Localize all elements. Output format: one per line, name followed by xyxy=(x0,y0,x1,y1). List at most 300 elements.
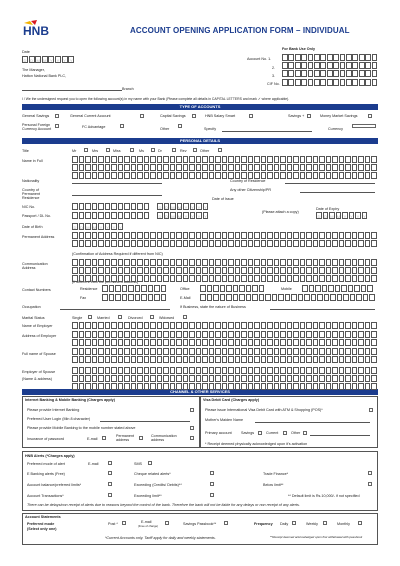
input-cell[interactable] xyxy=(314,79,320,86)
input-cell[interactable] xyxy=(150,383,156,390)
input-cell[interactable] xyxy=(144,356,150,363)
input-cell[interactable] xyxy=(68,56,74,63)
input-cell[interactable] xyxy=(345,240,351,247)
input-cell[interactable] xyxy=(340,79,346,86)
input-cell[interactable] xyxy=(177,203,183,210)
input-cell[interactable] xyxy=(261,164,267,171)
input-cell[interactable] xyxy=(183,240,189,247)
general-savings-checkbox[interactable] xyxy=(55,114,59,118)
ib-provide-checkbox[interactable] xyxy=(190,408,194,412)
input-cell[interactable] xyxy=(170,356,176,363)
input-cell[interactable] xyxy=(228,259,234,266)
input-cell[interactable] xyxy=(79,367,85,374)
input-cell[interactable] xyxy=(144,164,150,171)
input-cell[interactable] xyxy=(274,232,280,239)
input-cell[interactable] xyxy=(300,267,306,274)
input-cell[interactable] xyxy=(163,232,169,239)
input-cell[interactable] xyxy=(261,331,267,338)
input-cell[interactable] xyxy=(118,164,124,171)
input-cell[interactable] xyxy=(332,322,338,329)
input-cell[interactable] xyxy=(209,172,215,179)
input-cell[interactable] xyxy=(248,259,254,266)
input-cell[interactable] xyxy=(228,172,234,179)
input-cell[interactable] xyxy=(352,70,358,77)
input-cell[interactable] xyxy=(98,348,104,355)
input-cell[interactable] xyxy=(137,172,143,179)
input-cell[interactable] xyxy=(280,339,286,346)
input-cell[interactable] xyxy=(124,259,130,266)
input-cell[interactable] xyxy=(124,356,130,363)
input-cell[interactable] xyxy=(267,339,273,346)
input-cell[interactable] xyxy=(105,367,111,374)
input-cell[interactable] xyxy=(358,267,364,274)
input-cell[interactable] xyxy=(254,339,260,346)
input-cell[interactable] xyxy=(163,331,169,338)
input-cell[interactable] xyxy=(202,164,208,171)
input-cell[interactable] xyxy=(345,172,351,179)
input-cell[interactable] xyxy=(124,212,130,219)
input-cell[interactable] xyxy=(235,375,241,382)
input-cell[interactable] xyxy=(131,156,137,163)
input-cell[interactable] xyxy=(85,203,91,210)
input-cell[interactable] xyxy=(352,339,358,346)
input-cell[interactable] xyxy=(248,331,254,338)
input-cell[interactable] xyxy=(124,322,130,329)
input-cell[interactable] xyxy=(326,240,332,247)
input-cell[interactable] xyxy=(358,375,364,382)
input-cell[interactable] xyxy=(189,331,195,338)
input-cell[interactable] xyxy=(98,383,104,390)
input-cell[interactable] xyxy=(163,348,169,355)
input-cell[interactable] xyxy=(118,383,124,390)
input-cell[interactable] xyxy=(144,331,150,338)
ib-perm-address-checkbox[interactable] xyxy=(139,436,143,440)
input-cell[interactable] xyxy=(92,275,98,282)
input-cell[interactable] xyxy=(280,156,286,163)
input-cell[interactable] xyxy=(315,285,321,292)
input-cell[interactable] xyxy=(254,232,260,239)
input-cell[interactable] xyxy=(183,203,189,210)
input-cell[interactable] xyxy=(267,164,273,171)
input-cell[interactable] xyxy=(222,259,228,266)
input-cell[interactable] xyxy=(196,156,202,163)
input-cell[interactable] xyxy=(300,375,306,382)
input-cell[interactable] xyxy=(215,375,221,382)
input-cell[interactable] xyxy=(358,367,364,374)
input-cell[interactable] xyxy=(280,322,286,329)
input-cell[interactable] xyxy=(79,203,85,210)
input-cell[interactable] xyxy=(154,285,160,292)
input-cell[interactable] xyxy=(352,383,358,390)
input-cell[interactable] xyxy=(150,339,156,346)
input-cell[interactable] xyxy=(124,367,130,374)
input-cell[interactable] xyxy=(345,356,351,363)
input-cell[interactable] xyxy=(79,275,85,282)
input-cell[interactable] xyxy=(92,375,98,382)
input-cell[interactable] xyxy=(293,375,299,382)
input-cell[interactable] xyxy=(326,156,332,163)
input-cell[interactable] xyxy=(293,367,299,374)
cheque-alerts-checkbox[interactable] xyxy=(210,471,214,475)
input-cell[interactable] xyxy=(196,267,202,274)
current-checkbox[interactable] xyxy=(283,431,287,435)
input-cell[interactable] xyxy=(267,331,273,338)
input-cell[interactable] xyxy=(176,267,182,274)
input-cell[interactable] xyxy=(301,54,307,61)
input-cell[interactable] xyxy=(235,267,241,274)
input-cell[interactable] xyxy=(190,212,196,219)
input-cell[interactable] xyxy=(287,367,293,374)
frequency-monthly-checkbox[interactable] xyxy=(358,521,362,525)
pfca-checkbox[interactable] xyxy=(55,124,59,128)
marital-checkbox-single[interactable] xyxy=(88,315,92,319)
input-cell[interactable] xyxy=(189,348,195,355)
input-cell[interactable] xyxy=(228,348,234,355)
input-cell[interactable] xyxy=(164,212,170,219)
input-cell[interactable] xyxy=(209,164,215,171)
input-cell[interactable] xyxy=(228,164,234,171)
input-cell[interactable] xyxy=(267,240,273,247)
input-cell[interactable] xyxy=(92,203,98,210)
input-cell[interactable] xyxy=(339,232,345,239)
input-cell[interactable] xyxy=(92,232,98,239)
input-cell[interactable] xyxy=(111,367,117,374)
input-cell[interactable] xyxy=(280,348,286,355)
input-cell[interactable] xyxy=(111,356,117,363)
input-cell[interactable] xyxy=(189,232,195,239)
input-cell[interactable] xyxy=(157,322,163,329)
input-cell[interactable] xyxy=(261,267,267,274)
input-cell[interactable] xyxy=(371,367,377,374)
input-cell[interactable] xyxy=(144,339,150,346)
input-cell[interactable] xyxy=(261,383,267,390)
input-cell[interactable] xyxy=(163,275,169,282)
input-cell[interactable] xyxy=(85,275,91,282)
input-cell[interactable] xyxy=(213,294,219,301)
input-cell[interactable] xyxy=(319,232,325,239)
input-cell[interactable] xyxy=(189,339,195,346)
input-cell[interactable] xyxy=(92,240,98,247)
input-cell[interactable] xyxy=(72,331,78,338)
input-cell[interactable] xyxy=(29,56,35,63)
input-cell[interactable] xyxy=(144,259,150,266)
input-cell[interactable] xyxy=(157,240,163,247)
input-cell[interactable] xyxy=(72,240,78,247)
input-cell[interactable] xyxy=(85,212,91,219)
input-cell[interactable] xyxy=(137,212,143,219)
input-cell[interactable] xyxy=(352,356,358,363)
input-cell[interactable] xyxy=(183,356,189,363)
input-cell[interactable] xyxy=(183,259,189,266)
input-cell[interactable] xyxy=(176,240,182,247)
input-cell[interactable] xyxy=(137,240,143,247)
input-cell[interactable] xyxy=(92,331,98,338)
below-limit-checkbox[interactable] xyxy=(368,482,372,486)
input-cell[interactable] xyxy=(323,212,329,219)
input-cell[interactable] xyxy=(300,275,306,282)
input-cell[interactable] xyxy=(124,172,130,179)
input-cell[interactable] xyxy=(150,164,156,171)
input-cell[interactable] xyxy=(306,331,312,338)
input-cell[interactable] xyxy=(355,212,361,219)
input-cell[interactable] xyxy=(79,356,85,363)
input-cell[interactable] xyxy=(313,156,319,163)
input-cell[interactable] xyxy=(220,294,226,301)
input-cell[interactable] xyxy=(235,383,241,390)
input-cell[interactable] xyxy=(72,348,78,355)
input-cell[interactable] xyxy=(300,164,306,171)
input-cell[interactable] xyxy=(239,285,245,292)
title-checkbox-ms[interactable] xyxy=(151,148,155,152)
input-cell[interactable] xyxy=(287,164,293,171)
input-cell[interactable] xyxy=(246,285,252,292)
currency-field[interactable] xyxy=(352,124,376,128)
input-cell[interactable] xyxy=(326,339,332,346)
input-cell[interactable] xyxy=(343,294,349,301)
input-cell[interactable] xyxy=(176,164,182,171)
input-cell[interactable] xyxy=(124,339,130,346)
input-cell[interactable] xyxy=(183,375,189,382)
input-cell[interactable] xyxy=(111,348,117,355)
input-cell[interactable] xyxy=(298,294,304,301)
input-cell[interactable] xyxy=(352,164,358,171)
input-cell[interactable] xyxy=(170,232,176,239)
input-cell[interactable] xyxy=(137,267,143,274)
input-cell[interactable] xyxy=(118,223,124,230)
input-cell[interactable] xyxy=(203,203,209,210)
input-cell[interactable] xyxy=(313,331,319,338)
input-cell[interactable] xyxy=(98,156,104,163)
input-cell[interactable] xyxy=(170,259,176,266)
input-cell[interactable] xyxy=(124,240,130,247)
input-cell[interactable] xyxy=(274,339,280,346)
input-cell[interactable] xyxy=(313,383,319,390)
input-cell[interactable] xyxy=(98,259,104,266)
input-cell[interactable] xyxy=(176,331,182,338)
input-cell[interactable] xyxy=(274,156,280,163)
input-cell[interactable] xyxy=(118,203,124,210)
input-cell[interactable] xyxy=(235,172,241,179)
input-cell[interactable] xyxy=(170,164,176,171)
input-cell[interactable] xyxy=(352,172,358,179)
balance-limits-checkbox[interactable] xyxy=(108,482,112,486)
input-cell[interactable] xyxy=(209,367,215,374)
input-cell[interactable] xyxy=(163,383,169,390)
input-cell[interactable] xyxy=(235,348,241,355)
input-cell[interactable] xyxy=(122,285,128,292)
input-cell[interactable] xyxy=(118,259,124,266)
capital-savings-checkbox[interactable] xyxy=(192,114,196,118)
ib-comm-address-checkbox[interactable] xyxy=(190,436,194,440)
marital-checkbox-divorced[interactable] xyxy=(150,315,154,319)
input-cell[interactable] xyxy=(105,203,111,210)
input-cell[interactable] xyxy=(215,367,221,374)
input-cell[interactable] xyxy=(228,267,234,274)
input-cell[interactable] xyxy=(131,212,137,219)
input-cell[interactable] xyxy=(280,331,286,338)
input-cell[interactable] xyxy=(98,375,104,382)
input-cell[interactable] xyxy=(72,232,78,239)
input-cell[interactable] xyxy=(241,259,247,266)
input-cell[interactable] xyxy=(176,348,182,355)
input-cell[interactable] xyxy=(115,285,121,292)
input-cell[interactable] xyxy=(92,356,98,363)
input-cell[interactable] xyxy=(150,356,156,363)
input-cell[interactable] xyxy=(105,339,111,346)
input-cell[interactable] xyxy=(339,383,345,390)
input-cell[interactable] xyxy=(163,164,169,171)
input-cell[interactable] xyxy=(111,375,117,382)
input-cell[interactable] xyxy=(241,275,247,282)
input-cell[interactable] xyxy=(306,367,312,374)
input-cell[interactable] xyxy=(118,322,124,329)
input-cell[interactable] xyxy=(254,267,260,274)
input-cell[interactable] xyxy=(176,172,182,179)
input-cell[interactable] xyxy=(265,294,271,301)
input-cell[interactable] xyxy=(176,375,182,382)
input-cell[interactable] xyxy=(254,156,260,163)
input-cell[interactable] xyxy=(213,285,219,292)
input-cell[interactable] xyxy=(215,348,221,355)
input-cell[interactable] xyxy=(361,285,367,292)
input-cell[interactable] xyxy=(215,240,221,247)
input-cell[interactable] xyxy=(365,79,371,86)
input-cell[interactable] xyxy=(72,367,78,374)
input-cell[interactable] xyxy=(235,164,241,171)
input-cell[interactable] xyxy=(339,348,345,355)
input-cell[interactable] xyxy=(345,367,351,374)
input-cell[interactable] xyxy=(306,232,312,239)
input-cell[interactable] xyxy=(170,172,176,179)
input-cell[interactable] xyxy=(235,339,241,346)
input-cell[interactable] xyxy=(326,367,332,374)
input-cell[interactable] xyxy=(267,322,273,329)
input-cell[interactable] xyxy=(79,383,85,390)
input-cell[interactable] xyxy=(287,322,293,329)
input-cell[interactable] xyxy=(332,356,338,363)
input-cell[interactable] xyxy=(111,223,117,230)
input-cell[interactable] xyxy=(274,275,280,282)
input-cell[interactable] xyxy=(72,375,78,382)
input-cell[interactable] xyxy=(306,339,312,346)
input-cell[interactable] xyxy=(300,232,306,239)
input-cell[interactable] xyxy=(326,172,332,179)
input-cell[interactable] xyxy=(98,367,104,374)
input-cell[interactable] xyxy=(209,156,215,163)
input-cell[interactable] xyxy=(124,375,130,382)
input-cell[interactable] xyxy=(358,331,364,338)
input-cell[interactable] xyxy=(72,322,78,329)
input-cell[interactable] xyxy=(105,275,111,282)
input-cell[interactable] xyxy=(371,339,377,346)
input-cell[interactable] xyxy=(202,275,208,282)
input-cell[interactable] xyxy=(215,172,221,179)
input-cell[interactable] xyxy=(267,375,273,382)
input-cell[interactable] xyxy=(365,322,371,329)
input-cell[interactable] xyxy=(261,240,267,247)
input-cell[interactable] xyxy=(79,223,85,230)
input-cell[interactable] xyxy=(163,356,169,363)
input-cell[interactable] xyxy=(131,275,137,282)
input-cell[interactable] xyxy=(346,54,352,61)
input-cell[interactable] xyxy=(163,375,169,382)
input-cell[interactable] xyxy=(207,294,213,301)
input-cell[interactable] xyxy=(306,322,312,329)
input-cell[interactable] xyxy=(282,54,288,61)
input-cell[interactable] xyxy=(300,240,306,247)
input-cell[interactable] xyxy=(226,294,232,301)
input-cell[interactable] xyxy=(98,212,104,219)
input-cell[interactable] xyxy=(246,294,252,301)
input-cell[interactable] xyxy=(202,267,208,274)
input-cell[interactable] xyxy=(248,356,254,363)
input-cell[interactable] xyxy=(163,156,169,163)
input-cell[interactable] xyxy=(170,383,176,390)
input-cell[interactable] xyxy=(157,331,163,338)
input-cell[interactable] xyxy=(111,164,117,171)
input-cell[interactable] xyxy=(111,156,117,163)
input-cell[interactable] xyxy=(313,172,319,179)
input-cell[interactable] xyxy=(363,294,369,301)
input-cell[interactable] xyxy=(274,164,280,171)
input-cell[interactable] xyxy=(365,70,371,77)
money-market-checkbox[interactable] xyxy=(368,114,372,118)
input-cell[interactable] xyxy=(371,267,377,274)
input-cell[interactable] xyxy=(233,294,239,301)
input-cell[interactable] xyxy=(137,232,143,239)
input-cell[interactable] xyxy=(170,203,176,210)
input-cell[interactable] xyxy=(209,348,215,355)
input-cell[interactable] xyxy=(102,285,108,292)
input-cell[interactable] xyxy=(327,79,333,86)
input-cell[interactable] xyxy=(209,339,215,346)
savings-checkbox[interactable] xyxy=(258,431,262,435)
input-cell[interactable] xyxy=(105,212,111,219)
input-cell[interactable] xyxy=(209,232,215,239)
input-cell[interactable] xyxy=(137,348,143,355)
input-cell[interactable] xyxy=(228,383,234,390)
input-cell[interactable] xyxy=(280,172,286,179)
title-checkbox-dr[interactable] xyxy=(172,148,176,152)
input-cell[interactable] xyxy=(314,54,320,61)
input-cell[interactable] xyxy=(202,375,208,382)
input-cell[interactable] xyxy=(306,383,312,390)
input-cell[interactable] xyxy=(248,375,254,382)
input-cell[interactable] xyxy=(137,356,143,363)
input-cell[interactable] xyxy=(340,62,346,69)
input-cell[interactable] xyxy=(98,172,104,179)
input-cell[interactable] xyxy=(183,172,189,179)
input-cell[interactable] xyxy=(92,322,98,329)
input-cell[interactable] xyxy=(222,267,228,274)
input-cell[interactable] xyxy=(170,367,176,374)
input-cell[interactable] xyxy=(235,156,241,163)
input-cell[interactable] xyxy=(228,275,234,282)
input-cell[interactable] xyxy=(365,259,371,266)
input-cell[interactable] xyxy=(131,322,137,329)
input-cell[interactable] xyxy=(274,383,280,390)
salary-smart-checkbox[interactable] xyxy=(249,114,253,118)
input-cell[interactable] xyxy=(105,267,111,274)
input-cell[interactable] xyxy=(329,212,335,219)
input-cell[interactable] xyxy=(98,339,104,346)
input-cell[interactable] xyxy=(220,285,226,292)
input-cell[interactable] xyxy=(98,356,104,363)
input-cell[interactable] xyxy=(288,54,294,61)
input-cell[interactable] xyxy=(196,212,202,219)
input-cell[interactable] xyxy=(313,348,319,355)
input-cell[interactable] xyxy=(291,294,297,301)
